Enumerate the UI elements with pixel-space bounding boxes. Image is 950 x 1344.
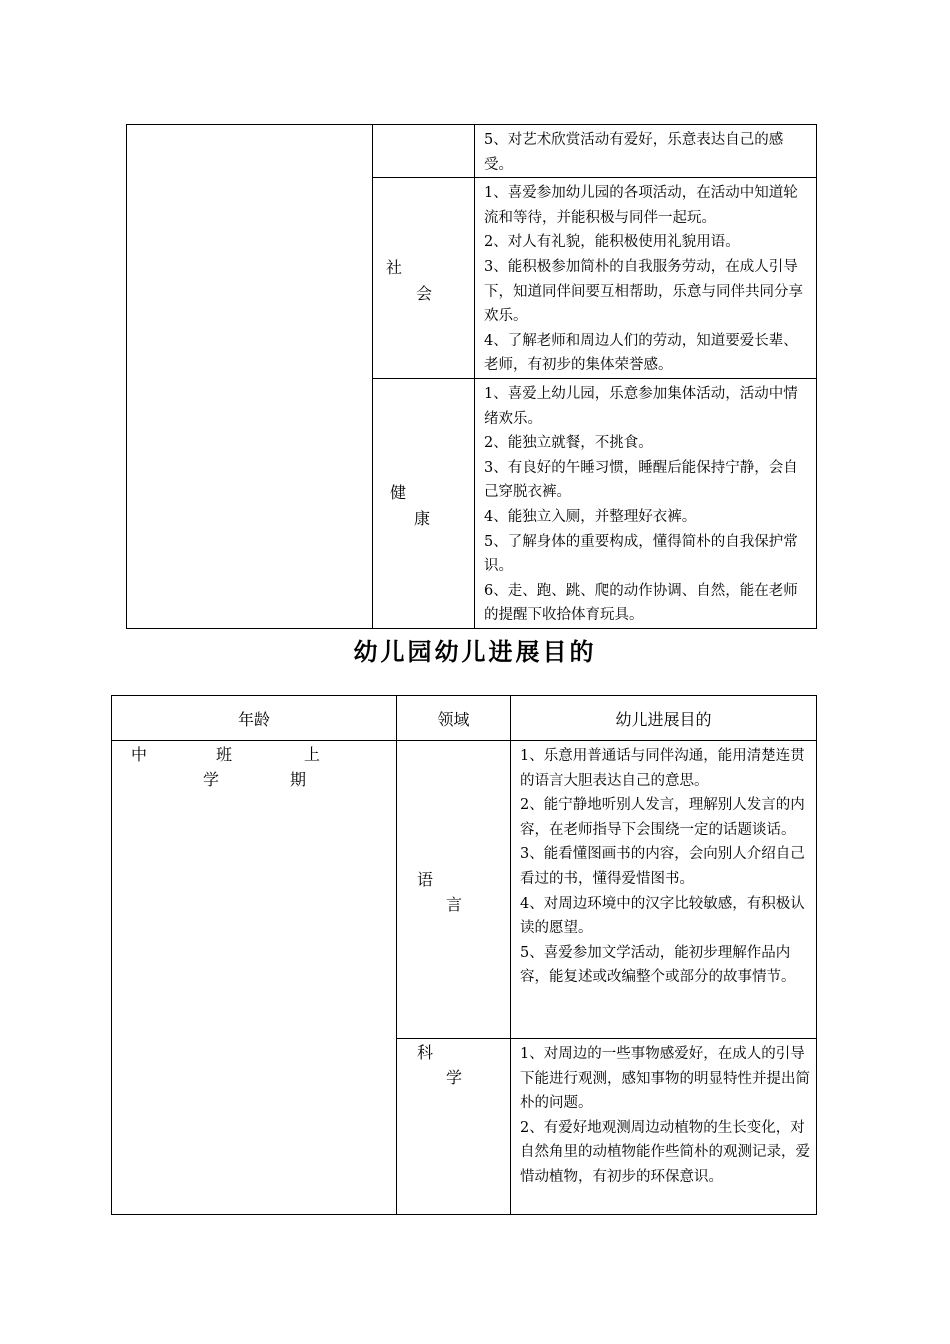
age-char: 学 (203, 770, 220, 789)
age-char: 班 (216, 745, 233, 764)
top-goals-table (126, 124, 817, 629)
age-cell (112, 741, 397, 1215)
health-goals-cell (475, 378, 817, 628)
header-age: 年龄 (112, 696, 397, 741)
domain-char: 科 (417, 1043, 434, 1062)
goal-item: 4、了解老师和周边人们的劳动，知道要爱长辈、老师，有初步的集体荣誉感。 (484, 332, 798, 374)
domain-char: 学 (446, 1068, 463, 1087)
goal-item: 5、对艺术欣赏活动有爱好，乐意表达自己的感受。 (484, 132, 784, 173)
domain-char: 健 (390, 482, 407, 502)
domain-cell-language (397, 741, 511, 1039)
goal-item: 6、走、跑、跳、爬的动作协调、自然，能在老师的提醒下收拾体育玩具。 (484, 582, 798, 624)
goal-item: 2、能独立就餐，不挑食。 (484, 435, 653, 452)
social-goals-cell (475, 178, 817, 379)
goal-item: 2、有爱好地观测周边动植物的生长变化，对自然角里的动植物能作些简朴的观测记录，爱惜动植物，有初步的环保意识。 (520, 1119, 810, 1185)
age-cell-empty (127, 125, 373, 629)
domain-char: 言 (446, 895, 463, 914)
goal-item: 3、能积极参加简朴的自我服务劳动，在成人引导下，知道同伴间要互相帮助，乐意与同伴共同分享欢乐。 (484, 258, 803, 325)
domain-char: 康 (414, 508, 431, 528)
goal-item: 1、喜爱参加幼儿园的各项活动，在活动中知道轮流和等待，并能积极与同伴一起玩。 (484, 185, 798, 226)
goal-item: 4、对周边环境中的汉字比较敏感，有积极认读的愿望。 (520, 895, 805, 937)
section-title: 幼儿园幼儿进展目的 (353, 637, 597, 666)
domain-char: 语 (417, 870, 434, 889)
goal-item: 4、能独立入厕，并整理好衣裤。 (484, 508, 697, 525)
goal-item: 5、喜爱参加文学活动，能初步理解作品内容，能复述或改编整个或部分的故事情节。 (520, 944, 796, 986)
goal-item: 2、对人有礼貌，能积极使用礼貌用语。 (484, 234, 740, 251)
header-goals: 幼儿进展目的 (511, 696, 817, 741)
domain-cell-social (373, 178, 475, 379)
science-goals-cell (511, 1039, 817, 1215)
domain-cell-science (397, 1039, 511, 1215)
goal-item: 2、能宁静地听别人发言，理解别人发言的内容，在老师指导下会围绕一定的话题谈话。 (520, 797, 805, 838)
domain-char: 社 (386, 258, 403, 278)
age-char: 中 (131, 745, 148, 764)
goal-item: 1、乐意用普通话与同伴沟通，能用清楚连贯的语言大胆表达自己的意思。 (520, 748, 805, 789)
age-char: 上 (304, 745, 321, 764)
domain-char: 会 (416, 284, 433, 304)
language-goals-cell (511, 741, 817, 1039)
domain-cell-health (373, 378, 475, 628)
goal-item: 3、能看懂图画书的内容，会向别人介绍自己看过的书，懂得爱惜图书。 (520, 846, 805, 887)
bottom-goals-table (111, 695, 817, 1215)
header-domain: 领域 (397, 696, 511, 741)
goal-item: 5、了解身体的重要构成，懂得简朴的自我保护常识。 (484, 533, 798, 575)
goal-item: 1、对周边的一些事物感爱好，在成人的引导下能进行观测，感知事物的明显特性并提出简朴的问题。 (520, 1046, 810, 1112)
domain-cell-empty (373, 125, 475, 178)
age-char: 期 (290, 770, 307, 789)
art-goals-cell (475, 125, 817, 178)
goal-item: 1、喜爱上幼儿园，乐意参加集体活动，活动中情绪欢乐。 (484, 385, 798, 427)
goal-item: 3、有良好的午睡习惯，睡醒后能保持宁静，会自己穿脱衣裤。 (484, 459, 798, 501)
